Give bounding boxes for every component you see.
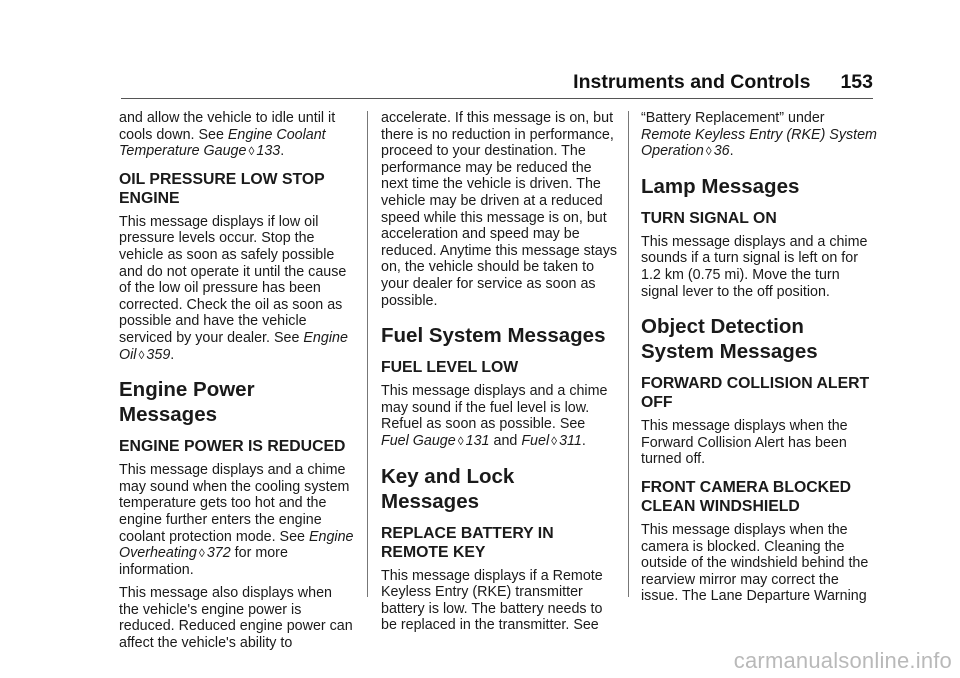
paragraph: This message displays and a chime may sound if the fuel level is low. Refuel as soon as possible. See Fuel Gauge ◊ 131 and Fuel ◊ 311.: [381, 383, 608, 449]
message-heading: FRONT CAMERA BLOCKED CLEAN WINDSHIELD: [641, 478, 852, 515]
cross-reference[interactable]: Engine Oil: [119, 329, 348, 363]
paragraph: accelerate. If this message is on, but there is no reduction in performance, proceed to your destination. The performance may be reduced the next time the vehicle is driven. The vehicle may be driven at a reduced speed while this message is on, but acceleration and speed may be reduced. Anytime this message stays on, the vehicle should be taken to your dealer for service as soon as possible.: [381, 110, 618, 309]
paragraph: This message displays if a Remote Keyless Entry (RKE) transmitter battery is low. The battery needs to be replaced in the transmitter. See: [381, 567, 603, 634]
watermark: carmanualsonline.info: [733, 648, 952, 673]
page-number: 153: [840, 71, 873, 93]
page-ref-icon: ◊: [551, 433, 558, 448]
section-title: Instruments and Controls: [573, 71, 811, 93]
paragraph: This message displays and a chime may sound when the cooling system temperature gets too hot and the engine further enters the engine coolant protection mode. See Engine Overheating ◊ 372 for more information.: [119, 462, 354, 578]
cross-reference[interactable]: Engine Coolant Temperature Gauge: [119, 126, 326, 160]
column-3: [641, 110, 877, 612]
paragraph: This message displays if low oil pressure levels occur. Stop the vehicle as soon as safely possible and do not operate it until the cause of the low oil pressure has been corrected. Check the oil as soon as possible and have the vehicle serviced by your dealer. See Engine Oil ◊ 359.: [119, 213, 348, 363]
page-ref-icon: ◊: [138, 347, 145, 362]
cross-reference[interactable]: Engine Overheating: [119, 528, 354, 562]
page-header: [121, 70, 873, 94]
section-heading: Lamp Messages: [641, 174, 800, 198]
column-2: [381, 110, 617, 641]
section-heading: Object Detection System Messages: [641, 315, 818, 364]
page-reference[interactable]: 133: [256, 143, 281, 160]
message-heading: ENGINE POWER IS REDUCED: [119, 438, 346, 456]
section-heading: Engine Power Messages: [119, 378, 255, 427]
paragraph: “Battery Replacement” under Remote Keyless Entry (RKE) System Operation ◊ 36.: [641, 110, 877, 160]
paragraph: and allow the vehicle to idle until it cools down. See Engine Coolant Temperature Gauge ◊ 133.: [119, 110, 336, 160]
section-heading: Fuel System Messages: [381, 324, 606, 348]
page-reference[interactable]: 36: [713, 143, 730, 160]
paragraph: This message displays when the camera is blocked. Cleaning the outside of the windshield behind the rearview mirror may correct the issue. The Lane Departure Warning: [641, 521, 869, 605]
column-divider-1: [367, 111, 368, 597]
section-heading: Key and Lock Messages: [381, 464, 515, 513]
header-rule: [121, 98, 873, 99]
paragraph: This message also displays when the vehicle's engine power is reduced. Reduced engine power can affect the vehicle's ability to: [119, 585, 353, 652]
cross-reference[interactable]: Fuel Gauge: [381, 432, 456, 449]
column-divider-2: [628, 111, 629, 597]
message-heading: FORWARD COLLISION ALERT OFF: [641, 375, 870, 412]
page-ref-icon: ◊: [198, 546, 205, 561]
page-reference[interactable]: 359: [146, 346, 171, 363]
paragraph: This message displays when the Forward Collision Alert has been turned off.: [641, 418, 848, 468]
message-heading: OIL PRESSURE LOW STOP ENGINE: [119, 170, 325, 207]
message-heading: TURN SIGNAL ON: [641, 209, 777, 227]
page-ref-icon: ◊: [457, 433, 464, 448]
page-ref-icon: ◊: [248, 144, 255, 159]
paragraph: This message displays and a chime sounds if a turn signal is left on for 1.2 km (0.75 mi). Move the turn signal lever to the off position.: [641, 233, 868, 300]
column-1: [119, 110, 355, 659]
cross-reference[interactable]: Fuel: [521, 432, 550, 449]
page-reference[interactable]: 311: [559, 432, 582, 449]
page-reference[interactable]: 131: [465, 432, 490, 449]
message-heading: REPLACE BATTERY IN REMOTE KEY: [381, 524, 554, 561]
message-heading: FUEL LEVEL LOW: [381, 359, 519, 377]
cross-reference[interactable]: Remote Keyless Entry (RKE) System Operation: [641, 126, 877, 160]
page-ref-icon: ◊: [705, 144, 712, 159]
page-reference[interactable]: 372: [206, 545, 231, 562]
